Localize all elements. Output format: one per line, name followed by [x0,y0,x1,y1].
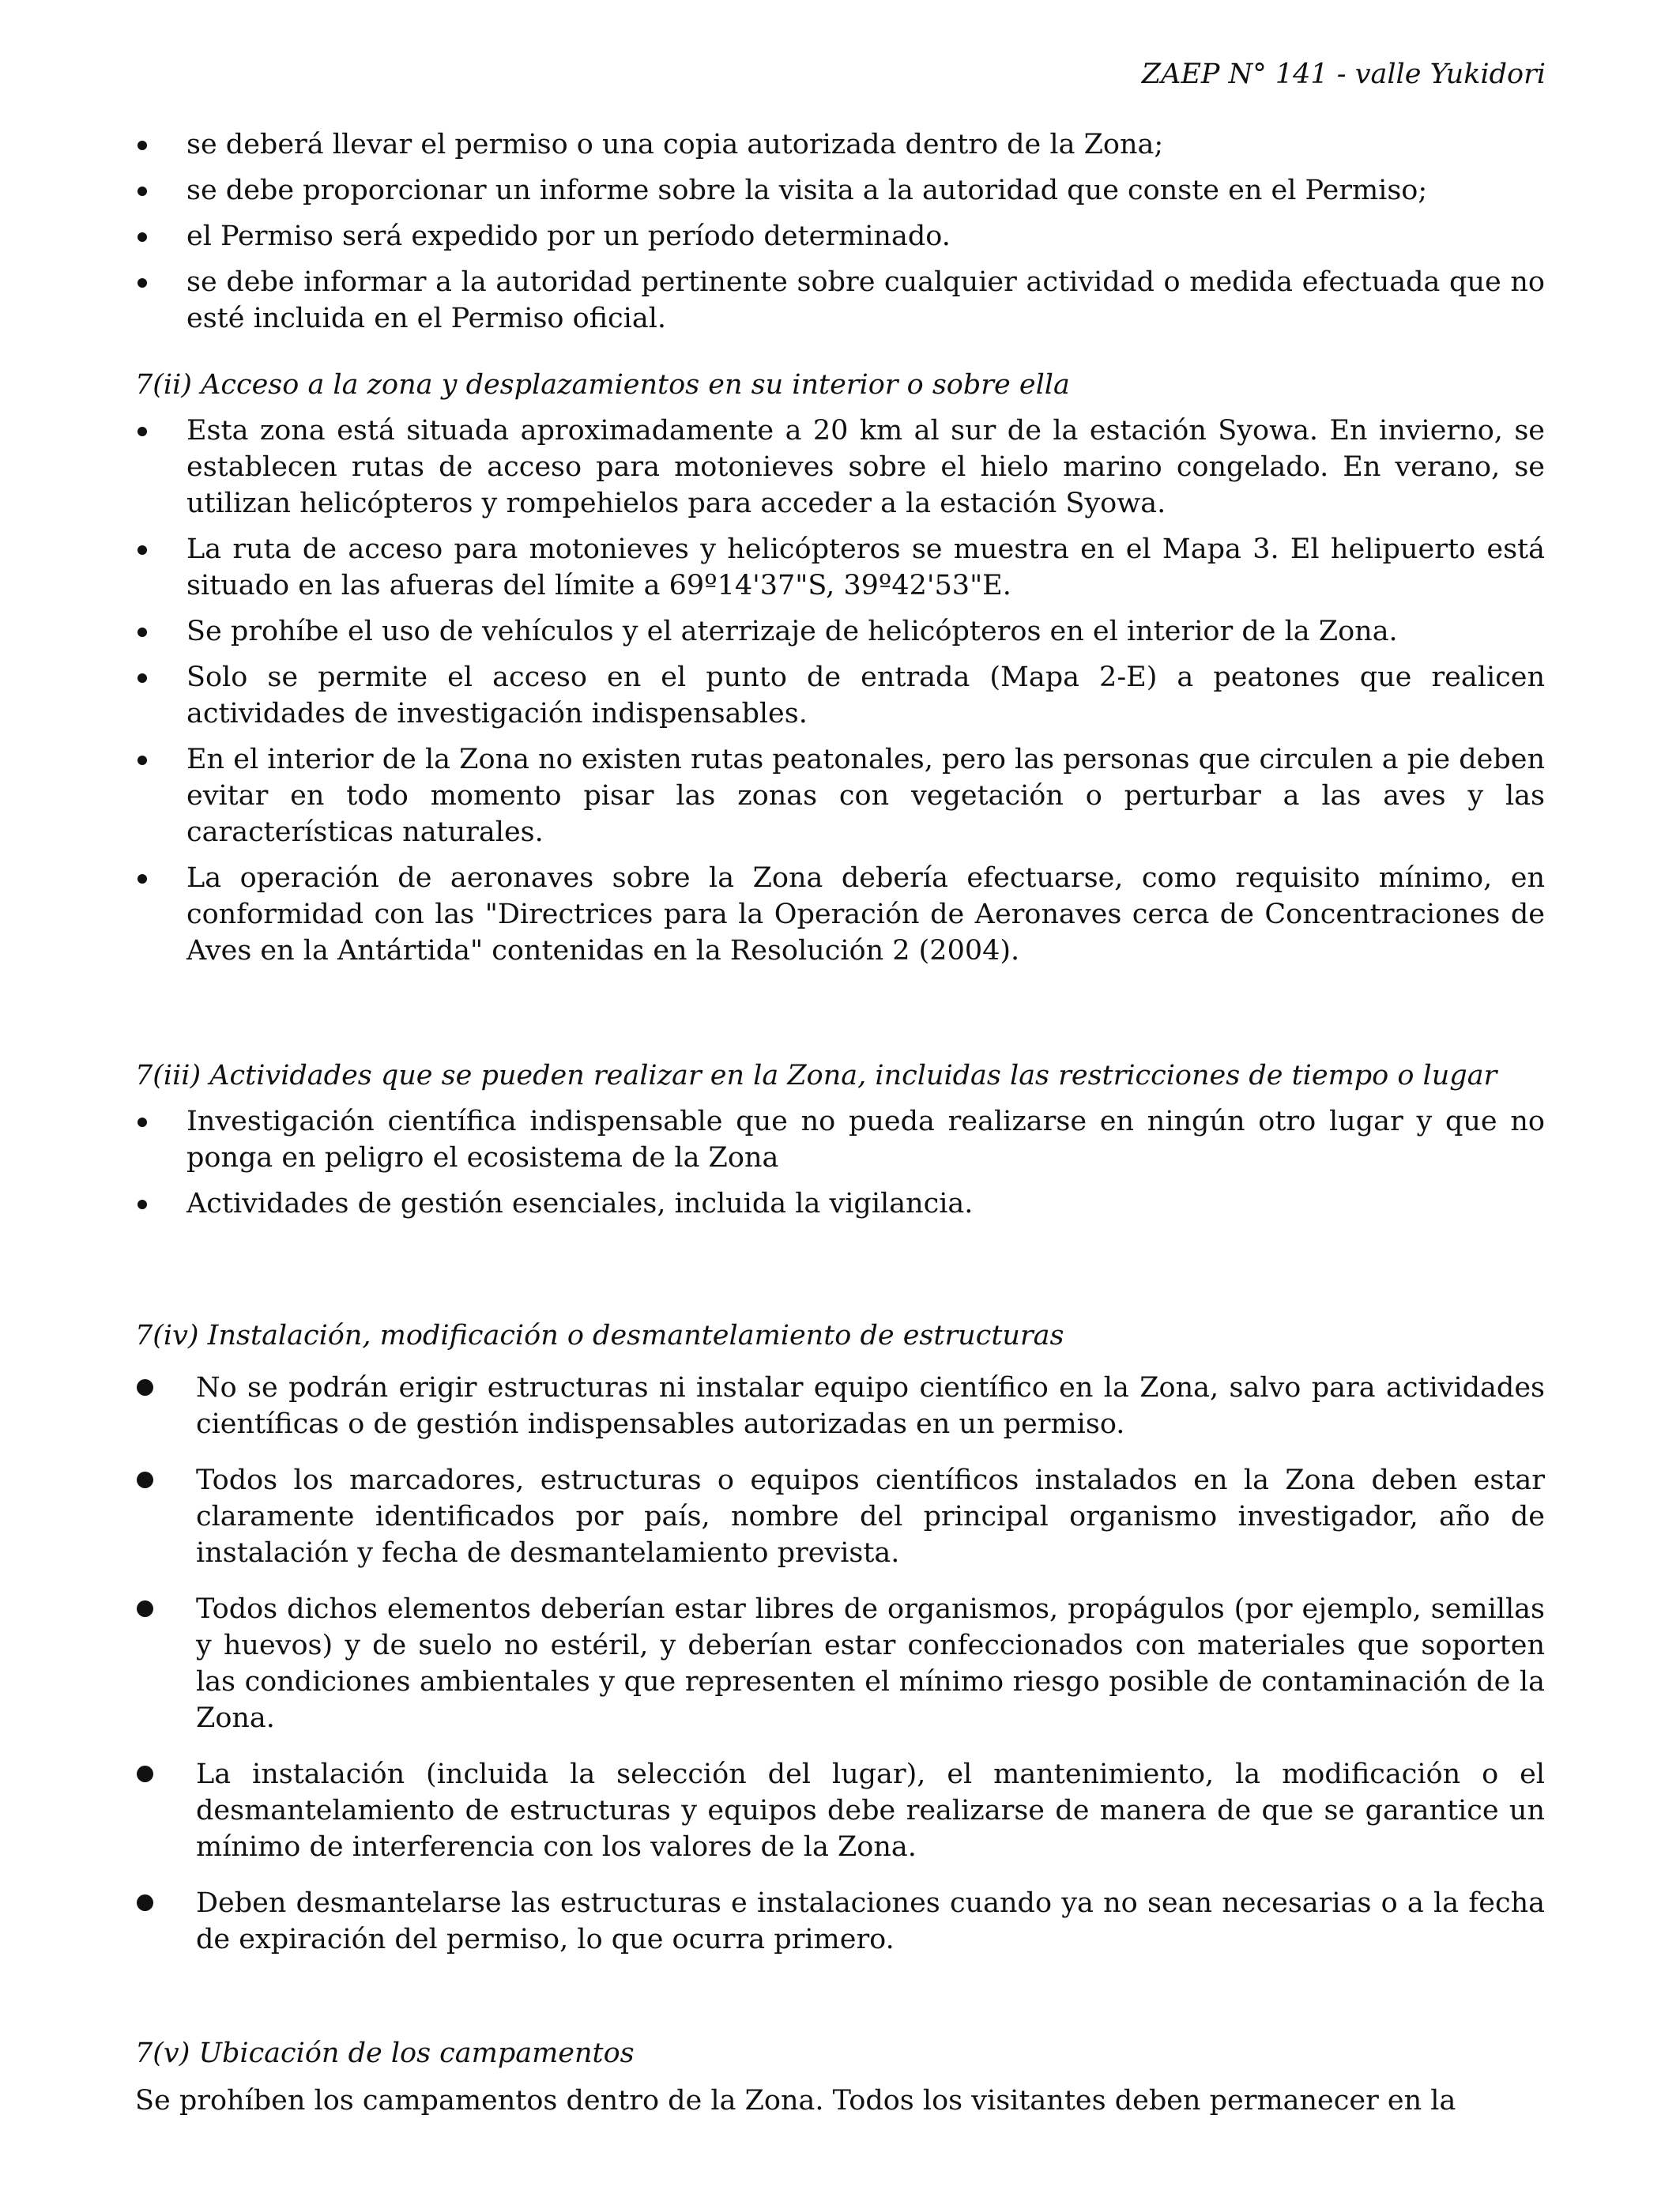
list-item-text: el Permiso será expedido por un período determinado. [186,221,951,252]
bullet-icon [137,427,147,436]
bullet-icon [137,1600,153,1617]
list-item [135,1370,1545,1442]
bullet-icon [137,1118,147,1127]
bullet-icon [137,756,147,765]
bullet-icon [137,1472,153,1488]
list-item-text: Esta zona está situada aproximadamente a 20 km al sur de la estación Syowa. En invierno, se establecen rutas de acceso para motonieves sobre el hielo marino congelado. En verano, se utilizan helicópteros y rompehielos para acceder a la estación Syowa. [186,415,1545,519]
body-paragraph: Se prohíben los campamentos dentro de la Zona. Todos los visitantes deben permanecer en la [135,2085,1456,2117]
list-item [135,1885,1545,1958]
structures-list [135,1370,1545,1958]
list-item-text: Actividades de gestión esenciales, incluida la vigilancia. [186,1188,974,1220]
list-item [135,741,1545,850]
section-heading: 7(iv) Instalación, modificación o desmantelamiento de estructuras [135,1320,1064,1351]
list-item [135,1591,1545,1736]
list-item-text: Deben desmantelarse las estructuras e instalaciones cuando ya no sean necesarias o a la fecha de expiración del permiso, lo que ocurra primero. [196,1887,1545,1955]
list-item [135,860,1545,969]
list-item [135,659,1545,732]
list-item-text: Solo se permite el acceso en el punto de entrada (Mapa 2-E) a peatones que realicen actividades de investigación indispensables. [186,662,1545,729]
list-item-text: La operación de aeronaves sobre la Zona debería efectuarse, como requisito mínimo, en conformidad con las "Directrices para la Operación de Aeronaves cerca de Concentraciones de Aves en la Antártida" contenidas en la Resolución 2 (2004). [186,862,1545,967]
bullet-icon [137,187,147,196]
bullet-icon [137,545,147,555]
page-header: ZAEP N° 141 - valle Yukidori [1141,58,1546,90]
bullet-icon [137,628,147,637]
section-heading: 7(ii) Acceso a la zona y desplazamientos en su interior o sobre ella [135,369,1070,401]
list-item-text: se debe informar a la autoridad pertinente sobre cualquier actividad o medida efectuada que no esté incluida en el Permiso oficial. [186,266,1545,334]
list-item-text: La ruta de acceso para motonieves y helicópteros se muestra en el Mapa 3. El helipuerto está situado en las afueras del límite a 69º14'37"S, 39º42'53"E. [186,533,1545,601]
list-item [135,1462,1545,1571]
bullet-icon [137,673,147,683]
list-item-text: La instalación (incluida la selección del lugar), el mantenimiento, la modificación o el desmantelamiento de estructuras y equipos debe realizarse de manera de que se garantice un mínimo de interferencia con los valores de la Zona. [196,1759,1545,1863]
access-list [135,413,1545,969]
list-item-text: Se prohíbe el uso de vehículos y el aterrizaje de helicópteros en el interior de la Zona. [186,616,1398,647]
list-item [135,264,1545,337]
bullet-icon [137,1894,153,1911]
bullet-icon [137,232,147,242]
bullet-icon [137,1766,153,1782]
bullet-icon [137,1200,147,1209]
document-body [135,126,1545,2119]
list-item [135,218,1545,254]
list-item-text: Investigación científica indispensable que no pueda realizarse en ningún otro lugar y que no ponga en peligro el ecosistema de la Zona [186,1106,1545,1174]
list-item-text: se deberá llevar el permiso o una copia autorizada dentro de la Zona; [186,129,1164,160]
list-item [135,613,1545,650]
bullet-icon [137,141,147,150]
list-item-text: Todos dichos elementos deberían estar libres de organismos, propágulos (por ejemplo, semillas y huevos) y de suelo no estéril, y deberían estar confeccionados con materiales que soporten las condiciones ambientales y que representen el mínimo riesgo posible de contaminación de la Zona. [196,1593,1545,1734]
list-item [135,1103,1545,1176]
section-heading: 7(v) Ubicación de los campamentos [135,2038,635,2069]
list-item-text: No se podrán erigir estructuras ni instalar equipo científico en la Zona, salvo para actividades científicas o de gestión indispensables autorizadas en un permiso. [196,1372,1545,1440]
bullet-icon [137,278,147,288]
list-item [135,172,1545,209]
section-heading: 7(iii) Actividades que se pueden realizar en la Zona, incluidas las restricciones de tiempo o lugar [135,1060,1497,1091]
intro-list [135,126,1545,337]
bullet-icon [137,874,147,884]
bullet-icon [137,1379,153,1396]
list-item-text: se debe proporcionar un informe sobre la visita a la autoridad que conste en el Permiso; [186,175,1428,206]
list-item-text: Todos los marcadores, estructuras o equipos científicos instalados en la Zona deben estar claramente identificados por país, nombre del principal organismo investigador, año de instalación y fecha de desmantelamiento prevista. [196,1465,1545,1569]
activities-list [135,1103,1545,1222]
list-item [135,413,1545,522]
list-item [135,126,1545,163]
list-item [135,531,1545,604]
list-item [135,1186,1545,1222]
list-item [135,1756,1545,1865]
list-item-text: En el interior de la Zona no existen rutas peatonales, pero las personas que circulen a pie deben evitar en todo momento pisar las zonas con vegetación o perturbar a las aves y las características naturales. [186,744,1545,848]
